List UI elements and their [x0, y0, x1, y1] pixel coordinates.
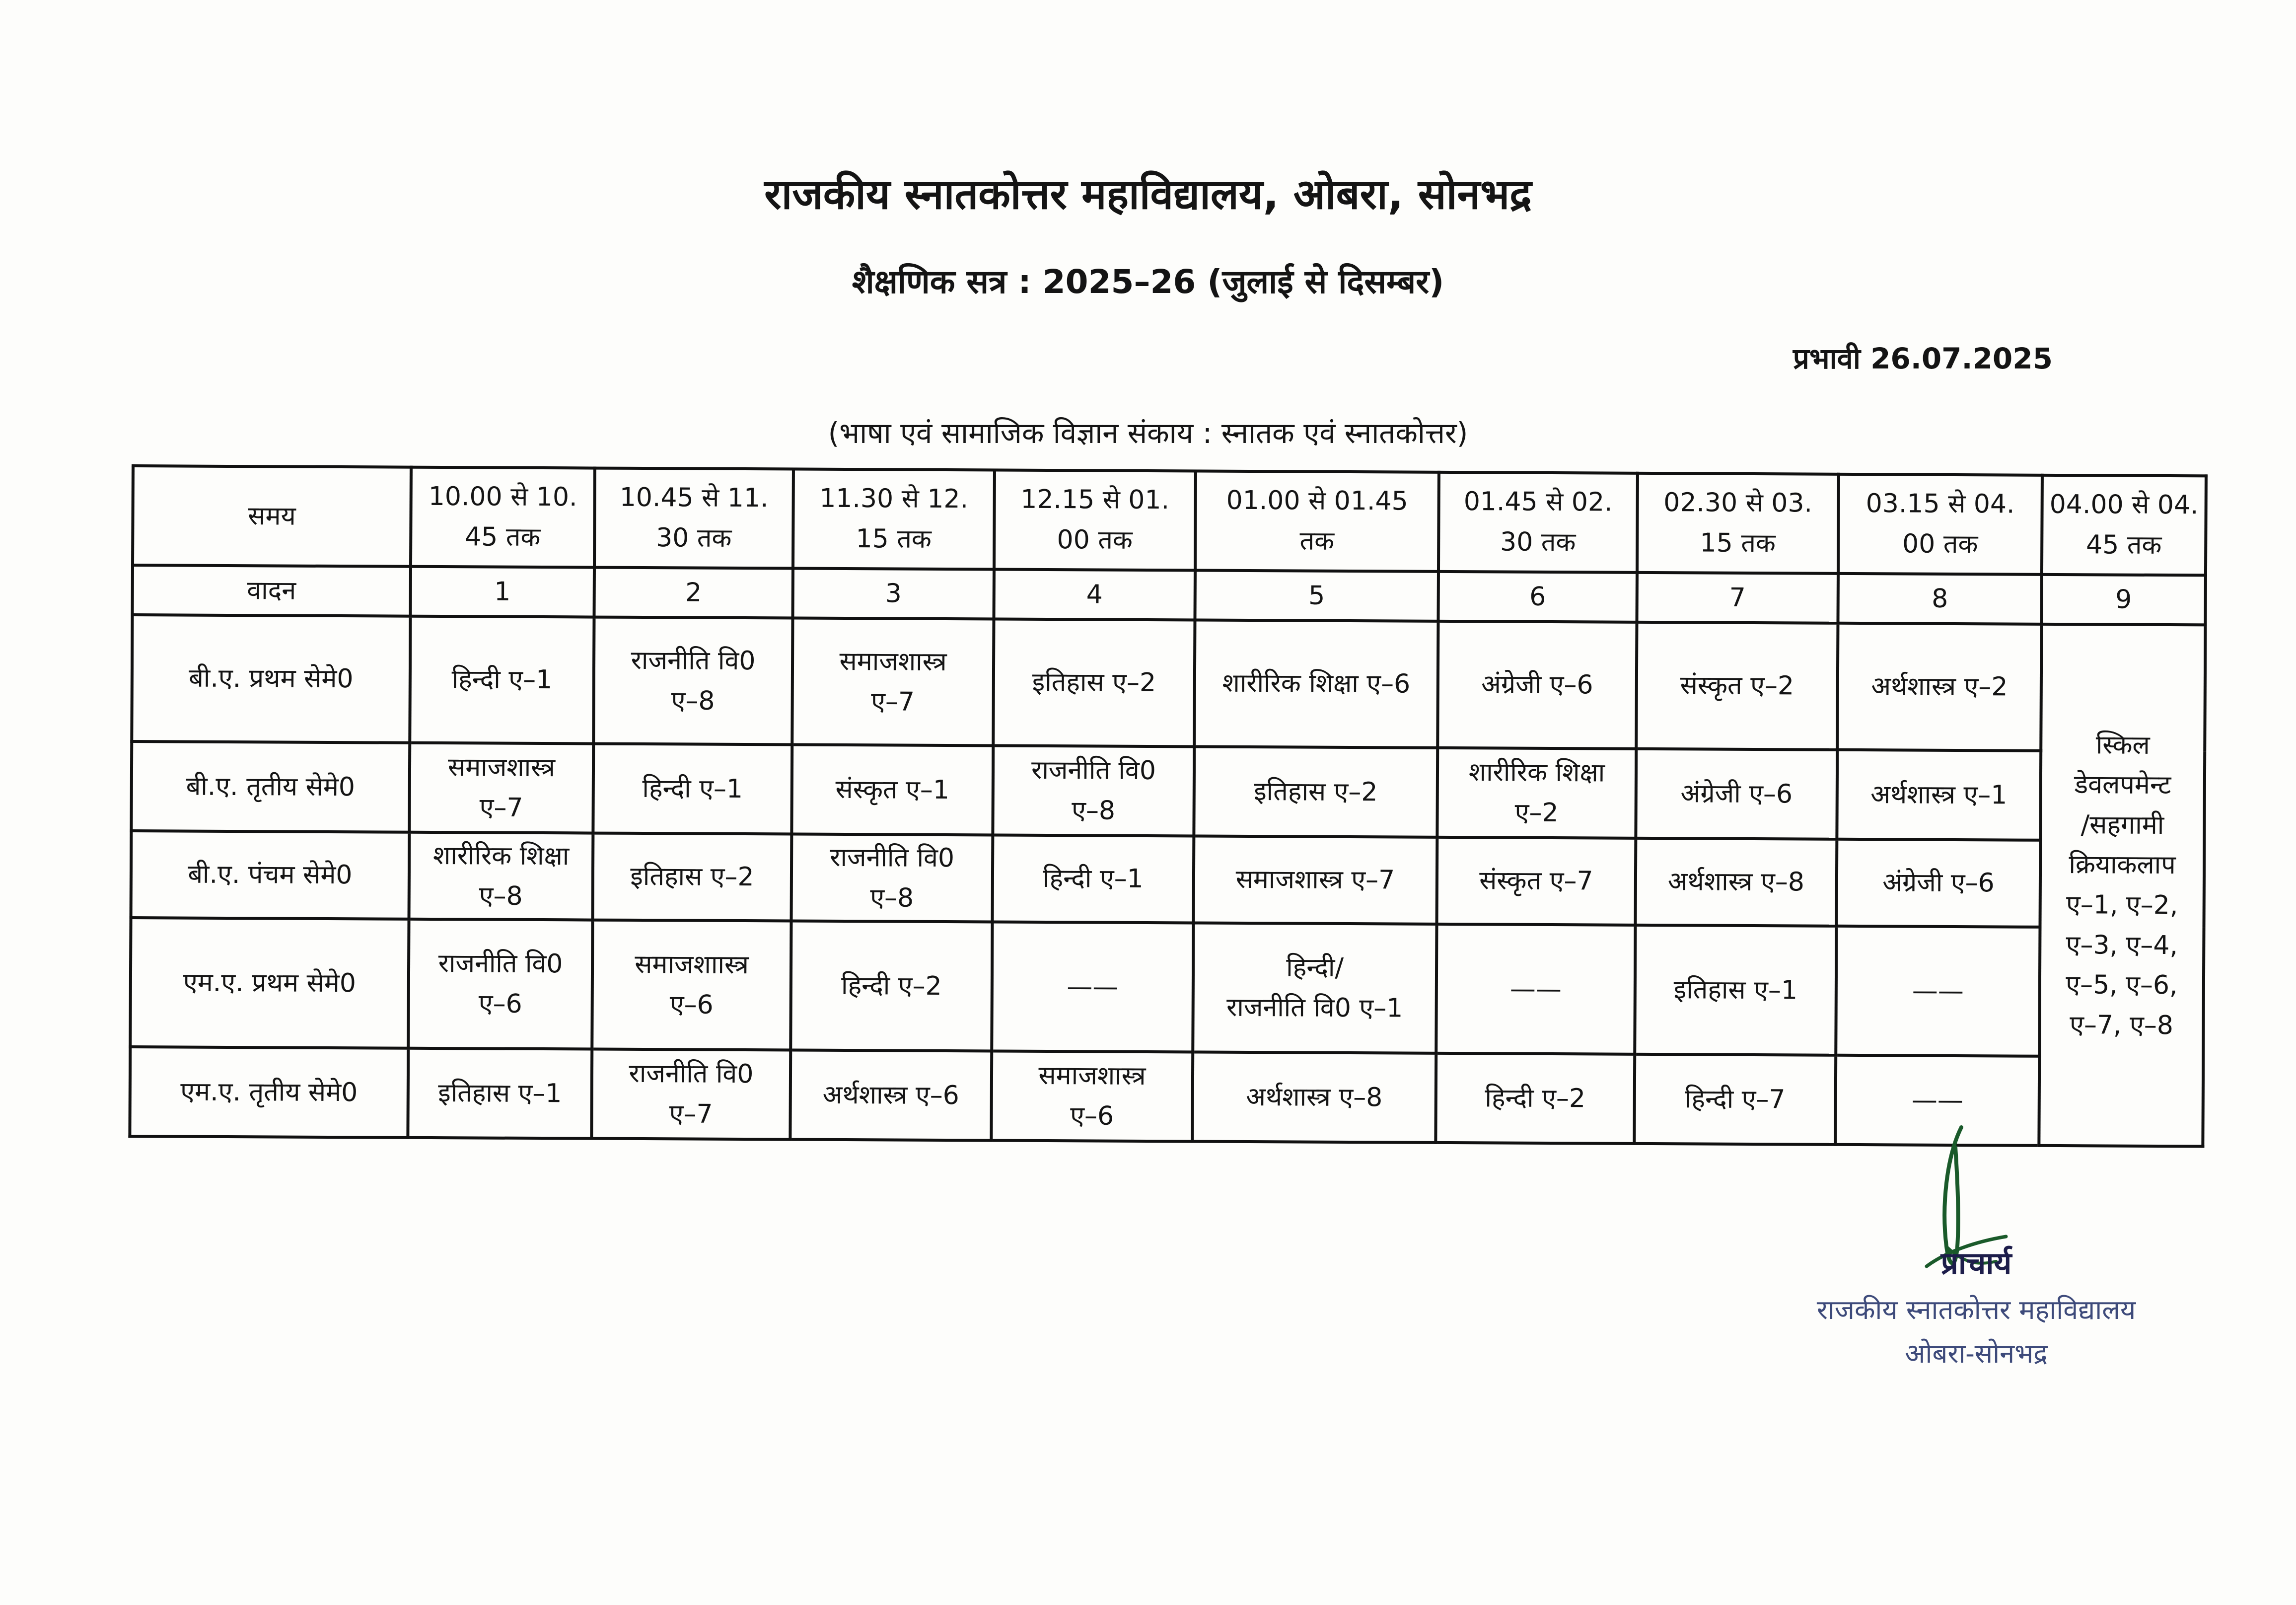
- subject-cell: राजनीति वि0 ए–7: [591, 1049, 790, 1140]
- subject-cell: ——: [1836, 926, 2040, 1056]
- subject-cell: हिन्दी/ राजनीति वि0 ए–1: [1193, 923, 1436, 1053]
- class-label: बी.ए. पंचम सेमे0: [131, 831, 410, 919]
- subject-cell: ——: [1835, 1055, 2039, 1146]
- subject-cell: शारीरिक शिक्षा ए–8: [409, 832, 593, 920]
- time-cell: 04.00 से 04. 45 तक: [2042, 475, 2206, 576]
- subject-cell: संस्कृत ए–7: [1437, 837, 1636, 925]
- period-number: 9: [2041, 575, 2205, 625]
- class-label: एम.ए. तृतीय सेमे0: [130, 1047, 408, 1138]
- subject-cell: इतिहास ए–1: [1635, 925, 1836, 1055]
- subject-cell: ——: [992, 922, 1193, 1052]
- subject-cell: हिन्दी ए–7: [1634, 1054, 1836, 1145]
- subject-cell: हिन्दी ए–1: [410, 616, 594, 744]
- subject-cell: समाजशास्त्र ए–6: [991, 1051, 1193, 1141]
- subject-cell: संस्कृत ए–2: [1636, 622, 1838, 750]
- class-label: एम.ए. प्रथम सेमे0: [130, 918, 409, 1048]
- subject-cell: अंग्रेजी ए–6: [1437, 621, 1637, 749]
- principal-stamp: [1753, 1241, 2200, 1371]
- period-number: 7: [1637, 573, 1838, 623]
- subject-cell: शारीरिक शिक्षा ए–6: [1194, 620, 1438, 747]
- time-cell: 01.45 से 02. 30 तक: [1438, 472, 1638, 573]
- subject-cell: अर्थशास्त्र ए–8: [1636, 838, 1837, 926]
- subject-cell: अर्थशास्त्र ए–1: [1837, 750, 2041, 840]
- subject-cell: समाजशास्त्र ए–7: [1194, 836, 1437, 924]
- table-row: [131, 741, 2205, 841]
- subject-cell: अंग्रेजी ए–6: [1636, 749, 1837, 839]
- time-cell: 01.00 से 01.45 तक: [1195, 471, 1439, 571]
- skill-development-cell: स्किल डेवलपमेन्ट /सहगामी क्रियाकलाप ए–1, ए–2, ए–3, ए–4, ए–5, ए–6, ए–7, ए–8: [2039, 624, 2205, 1147]
- time-cell: 10.45 से 11. 30 तक: [594, 468, 793, 569]
- subject-cell: हिन्दी ए–1: [993, 835, 1194, 923]
- table-row: [132, 615, 2205, 751]
- period-number: 4: [994, 569, 1195, 620]
- subject-cell: राजनीति वि0 ए–8: [593, 617, 792, 745]
- class-label: बी.ए. तृतीय सेमे0: [131, 741, 410, 832]
- subject-cell: अर्थशास्त्र ए–6: [790, 1050, 992, 1141]
- time-cell: 02.30 से 03. 15 तक: [1637, 473, 1839, 574]
- subject-cell: समाजशास्त्र ए–7: [792, 618, 994, 746]
- time-cell: 12.15 से 01. 00 तक: [994, 470, 1196, 570]
- subject-cell: इतिहास ए–2: [593, 833, 792, 921]
- period-number: 8: [1838, 574, 2041, 624]
- subject-cell: संस्कृत ए–1: [791, 745, 993, 835]
- college-title: राजकीय स्नातकोत्तर महाविद्यालय, ओबरा, सोनभद्र: [764, 170, 1532, 219]
- period-number: 3: [793, 569, 994, 619]
- subject-cell: समाजशास्त्र ए–7: [409, 743, 593, 833]
- table-row: [130, 918, 2204, 1057]
- subject-cell: राजनीति वि0 ए–8: [791, 834, 993, 922]
- subject-cell: हिन्दी ए–1: [593, 744, 792, 834]
- subject-cell: राजनीति वि0 ए–6: [408, 919, 592, 1049]
- session-line: शैक्षणिक सत्र : 2025–26 (जुलाई से दिसम्बर): [852, 263, 1444, 301]
- period-number: 1: [411, 567, 594, 617]
- effective-date: प्रभावी 26.07.2025: [1793, 342, 2053, 375]
- time-cell: 10.00 से 10. 45 तक: [411, 467, 595, 568]
- subject-cell: अर्थशास्त्र ए–8: [1192, 1052, 1436, 1142]
- period-number: 5: [1195, 570, 1438, 621]
- subject-cell: इतिहास ए–2: [993, 619, 1195, 746]
- time-cell: 11.30 से 12. 15 तक: [793, 469, 995, 570]
- period-number: 2: [594, 568, 793, 618]
- subject-cell: ——: [1436, 924, 1635, 1054]
- stamp-college-line: राजकीय स्नातकोत्तर महाविद्यालय: [1816, 1294, 2136, 1325]
- time-cell: 03.15 से 04. 00 तक: [1838, 474, 2042, 575]
- principal-title: प्राचार्य: [1940, 1245, 2012, 1281]
- timetable: [128, 464, 2208, 1148]
- class-label: बी.ए. प्रथम सेमे0: [132, 615, 410, 743]
- subject-cell: हिन्दी ए–2: [1435, 1053, 1635, 1144]
- stamp-place-line: ओबरा-सोनभद्र: [1905, 1338, 2048, 1369]
- subject-cell: अंग्रेजी ए–6: [1836, 839, 2040, 927]
- table-row: [131, 831, 2205, 928]
- subject-cell: शारीरिक शिक्षा ए–2: [1437, 748, 1636, 838]
- subject-cell: इतिहास ए–2: [1194, 746, 1437, 837]
- subject-cell: इतिहास ए–1: [408, 1048, 592, 1139]
- period-label: वादन: [133, 565, 411, 616]
- period-number: 6: [1438, 572, 1637, 622]
- subject-cell: अर्थशास्त्र ए–2: [1837, 623, 2041, 751]
- subject-cell: राजनीति वि0 ए–8: [993, 745, 1194, 836]
- time-label: समय: [133, 466, 411, 567]
- faculty-line: (भाषा एवं सामाजिक विज्ञान संकाय : स्नातक एवं स्नातकोत्तर): [828, 416, 1468, 450]
- subject-cell: हिन्दी ए–2: [790, 921, 992, 1051]
- subject-cell: समाजशाास्त्र ए–6: [592, 920, 791, 1050]
- time-row: [133, 466, 2206, 575]
